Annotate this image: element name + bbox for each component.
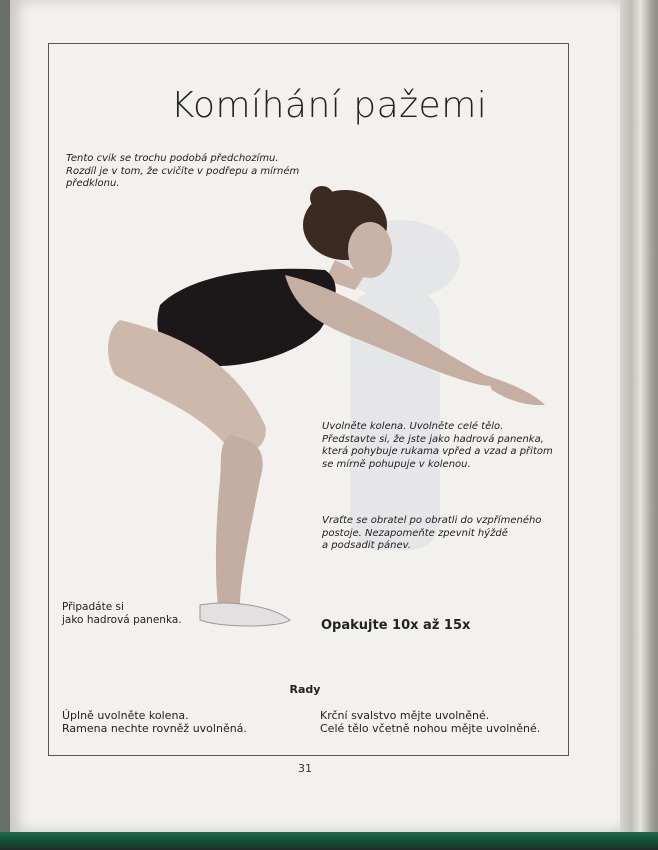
tips-left: Úplně uvolněte kolena. Ramena nechte rovněž uvolněná. [62, 709, 247, 735]
exercise-figure-illustration [100, 180, 560, 640]
page-number: 31 [298, 762, 312, 775]
repeat-count: Opakujte 10x až 15x [321, 618, 471, 633]
instruction-text-1: Uvolněte kolena. Uvolněte celé tělo. Představte si, že jste jako hadrová panenka, která pohybuje rukama vpřed a vzad a přitom se mírně pohupuje v kolenou. [322, 421, 553, 470]
page-title: Komíhání pažemi [170, 85, 488, 126]
tips-heading: Rady [289, 683, 321, 696]
tips-right: Krční svalstvo mějte uvolněné. Celé tělo včetně nohou mějte uvolněné. [320, 709, 541, 735]
book-cover-edge [0, 832, 658, 850]
figure-caption: Připadáte si jako hadrová panenka. [62, 601, 182, 626]
instruction-text-2: Vraťte se obratel po obratli do vzpřímeného postoje. Nezapomeňte zpevnit hýždě a podsadit pánev. [322, 515, 542, 551]
intro-text: Tento cvik se trochu podobá předchozímu. Rozdíl je v tom, že cvičíte v podřepu a mírném předklonu. [66, 153, 300, 189]
